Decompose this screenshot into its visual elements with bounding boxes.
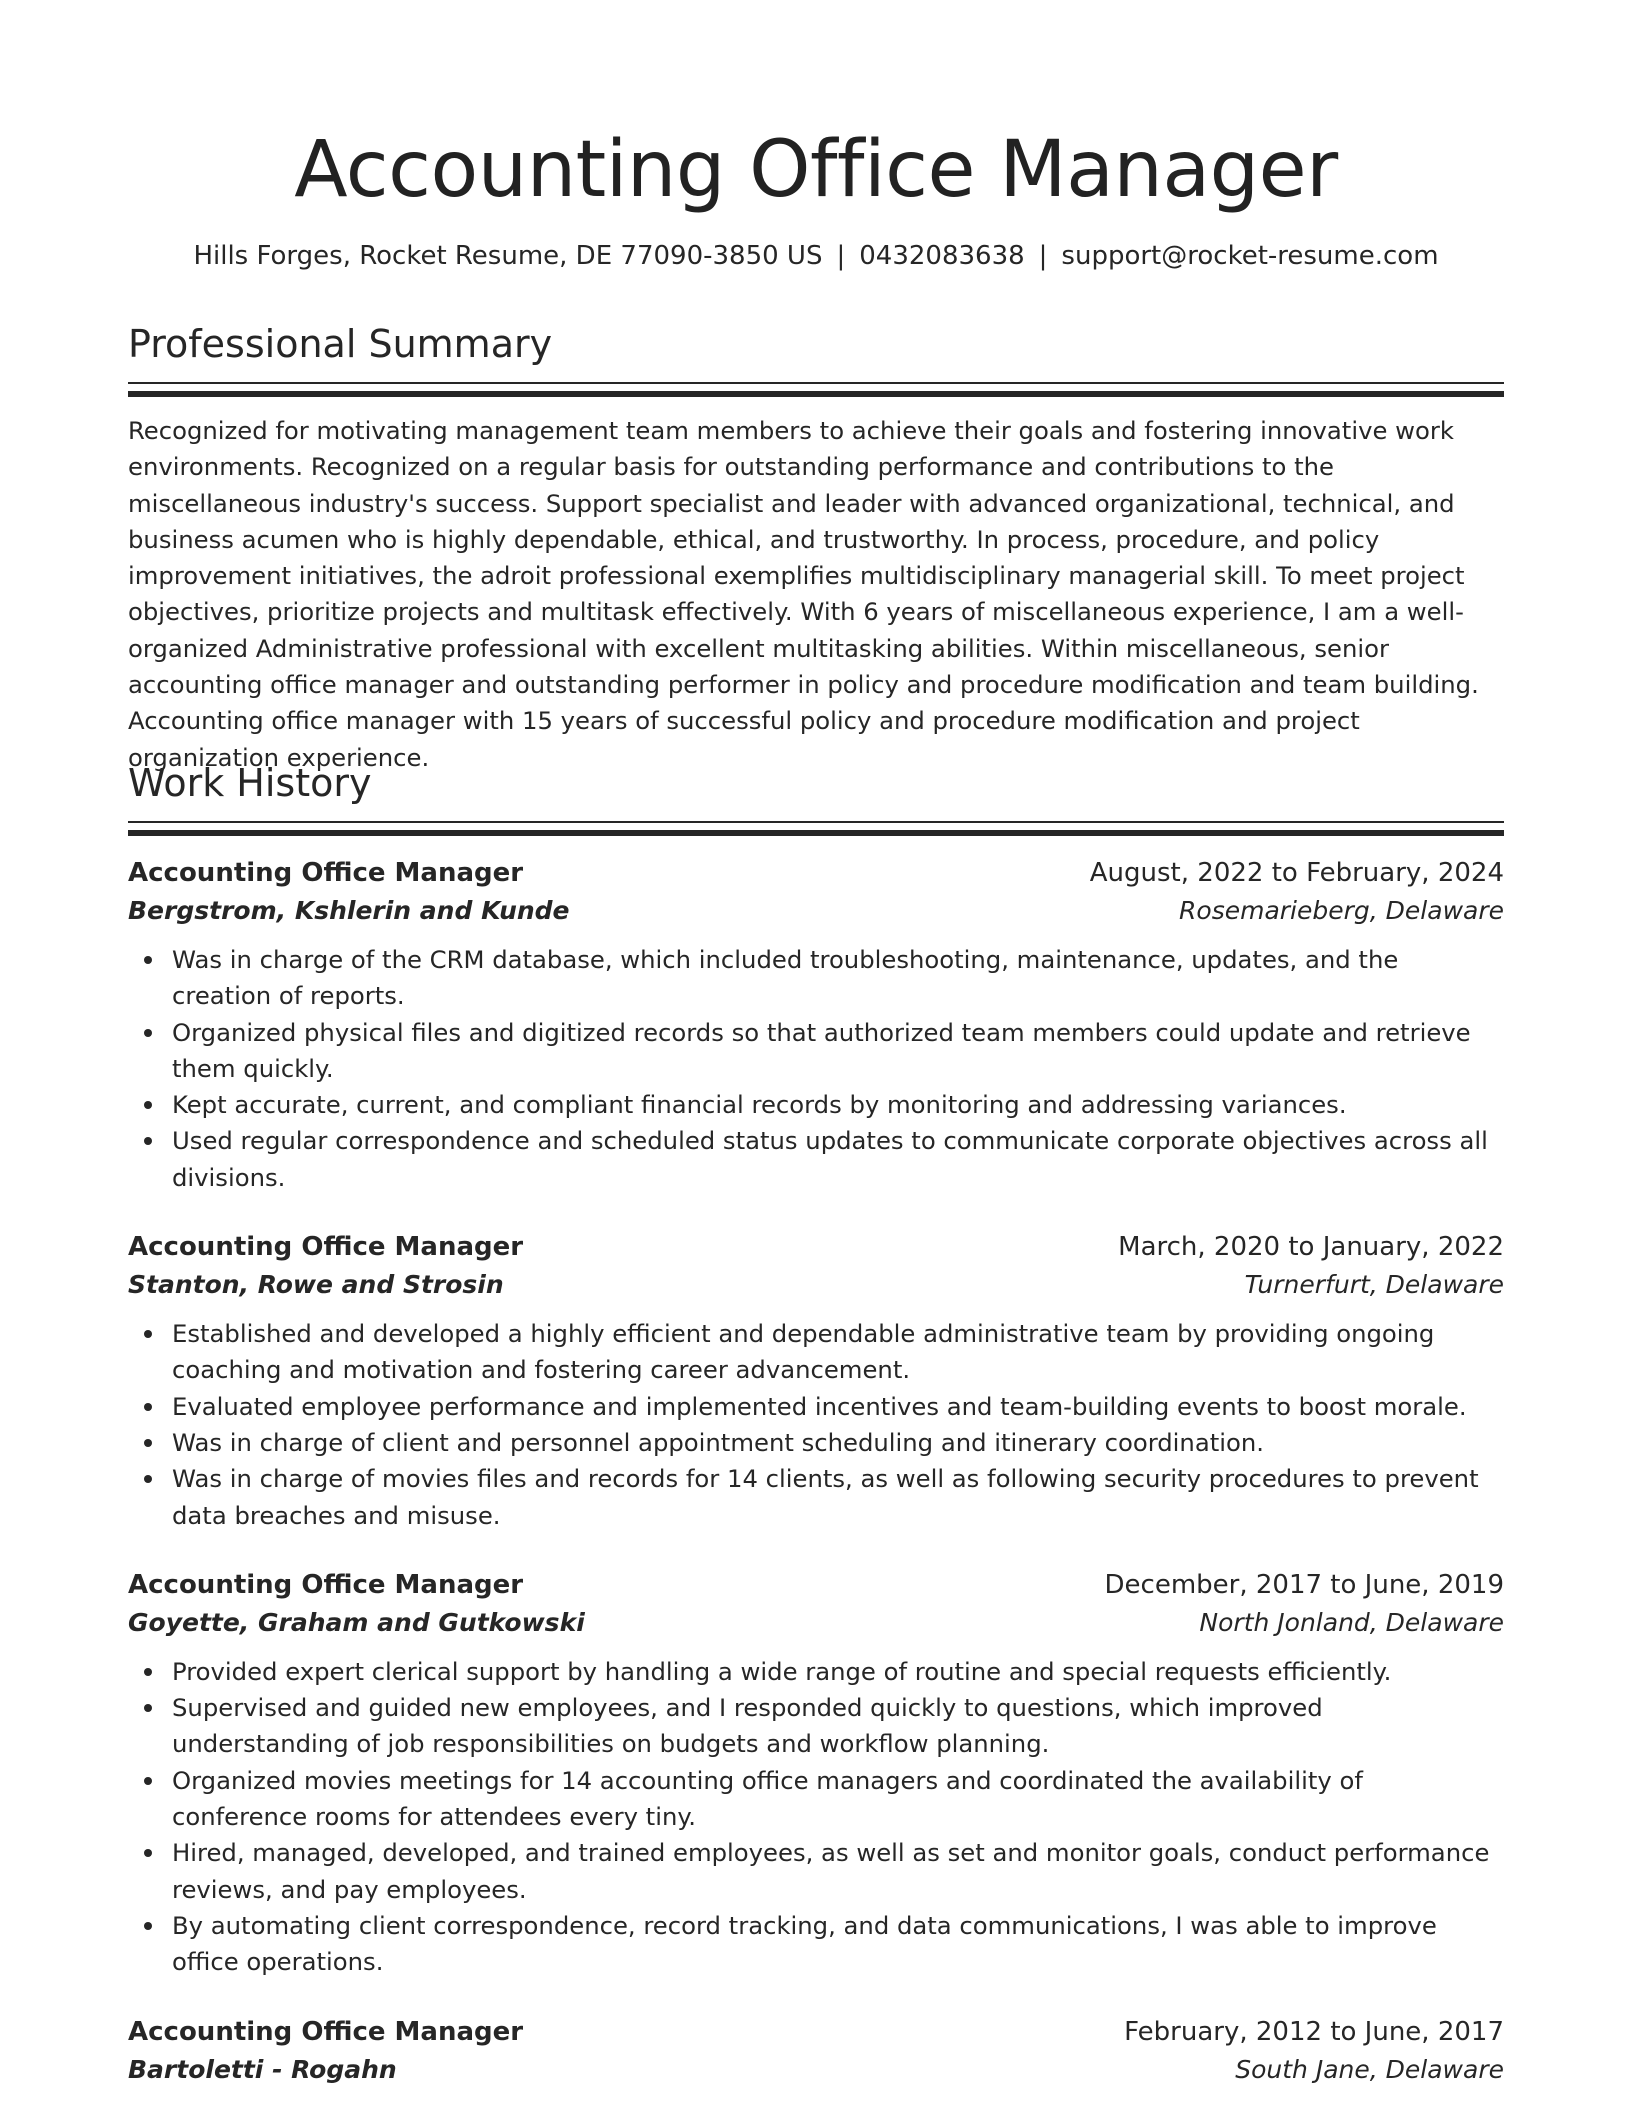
- job-bullet: Organized physical files and digitized records so that authorized team members could update and retrieve them quickly.: [172, 1015, 1504, 1088]
- job-bullet: Used regular correspondence and scheduled status updates to communicate corporate objectives across all divisions.: [172, 1123, 1504, 1196]
- section-title-summary: Professional Summary: [128, 322, 553, 366]
- job-location: South Jane, Delaware: [1235, 2054, 1504, 2084]
- job-dates: August, 2022 to February, 2024: [1089, 858, 1504, 888]
- job-bullet: Established and developed a highly efficient and dependable administrative team by providing ongoing coaching and motivation and fostering career advancement.: [172, 1316, 1504, 1389]
- section-title-work: Work History: [128, 761, 372, 805]
- job-bullets: [128, 942, 1504, 1196]
- job-dates: March, 2020 to January, 2022: [1118, 1232, 1504, 1263]
- job-entry: [128, 854, 1504, 1196]
- work-history-section: [128, 757, 1504, 2089]
- job-dates: February, 2012 to June, 2017: [1124, 2016, 1504, 2047]
- job-dates: December, 2017 to June, 2019: [1104, 1569, 1504, 1600]
- job-bullet: Was in charge of the CRM database, which included troubleshooting, maintenance, updates, and the creation of reports.: [172, 942, 1504, 1015]
- job-bullet: Kept accurate, current, and compliant financial records by monitoring and addressing variances.: [172, 1087, 1504, 1123]
- contact-address: Hills Forges, Rocket Resume, DE 77090-3850 US: [193, 241, 823, 271]
- job-title: Accounting Office Manager: [128, 1232, 524, 1263]
- professional-summary-section: [128, 318, 1504, 776]
- contact-phone: 0432083638: [859, 241, 1025, 271]
- job-bullet: Supervised and guided new employees, and I responded quickly to questions, which improved understanding of job responsibilities on budgets and workflow planning.: [172, 1690, 1504, 1763]
- job-bullet: Was in charge of client and personnel appointment scheduling and itinerary coordination.: [172, 1425, 1504, 1461]
- job-bullet: By automating client correspondence, record tracking, and data communications, I was able to improve office operations.: [172, 1908, 1504, 1981]
- contact-separator: |: [1038, 241, 1048, 271]
- contact-line: [128, 236, 1504, 276]
- contact-email[interactable]: support@rocket-resume.com: [1061, 241, 1439, 271]
- section-divider: [128, 382, 1504, 397]
- job-bullet: Organized movies meetings for 14 accounting office managers and coordinated the availability of conference rooms for attendees every tiny.: [172, 1763, 1504, 1836]
- job-bullet: Was in charge of movies files and records for 14 clients, as well as following security procedures to prevent data breaches and misuse.: [172, 1461, 1504, 1534]
- job-entry: [128, 1228, 1504, 1534]
- job-location: Rosemarieberg, Delaware: [1179, 896, 1504, 925]
- job-company: Bartoletti - Rogahn: [128, 2054, 397, 2084]
- job-title: Accounting Office Manager: [128, 2016, 524, 2047]
- summary-text: Recognized for motivating management team members to achieve their goals and fostering innovative work environments. Recognized on a regular basis for outstanding performance and contributions to the miscellaneous industry's success. Support specialist and leader with advanced organizational, technical, and business acumen who is highly dependable, ethical, and trustworthy. In process, procedure, and policy improvement initiatives, the adroit professional exemplifies multidisciplinary managerial skill. To meet project objectives, prioritize projects and multitask effectively. With 6 years of miscellaneous experience, I am a well-organized Administrative professional with excellent multitasking abilities. Within miscellaneous, senior accounting office manager and outstanding performer in policy and procedure modification and team building. Accounting office manager with 15 years of successful policy and procedure modification and project organization experience.: [128, 416, 1479, 772]
- job-bullet: Hired, managed, developed, and trained employees, as well as set and monitor goals, conduct performance reviews, and pay employees.: [172, 1835, 1504, 1908]
- job-bullet: Evaluated employee performance and implemented incentives and team-building events to boost morale.: [172, 1389, 1504, 1425]
- job-location: Turnerfurt, Delaware: [1244, 1270, 1504, 1300]
- contact-separator: |: [836, 241, 846, 271]
- job-title: Accounting Office Manager: [128, 858, 524, 888]
- job-bullets: [128, 1654, 1504, 1981]
- resume-name: Accounting Office Manager: [294, 125, 1338, 215]
- job-title: Accounting Office Manager: [128, 1569, 524, 1600]
- job-bullet: Provided expert clerical support by handling a wide range of routine and special requests efficiently.: [172, 1654, 1504, 1690]
- job-company: Goyette, Graham and Gutkowski: [128, 1607, 585, 1637]
- job-bullets: [128, 1316, 1504, 1534]
- job-entry: [128, 2013, 1504, 2089]
- job-location: North Jonland, Delaware: [1199, 1607, 1504, 1637]
- job-entry: [128, 1566, 1504, 1981]
- job-company: Bergstrom, Kshlerin and Kunde: [128, 896, 570, 925]
- section-divider: [128, 821, 1504, 836]
- job-company: Stanton, Rowe and Strosin: [128, 1270, 504, 1300]
